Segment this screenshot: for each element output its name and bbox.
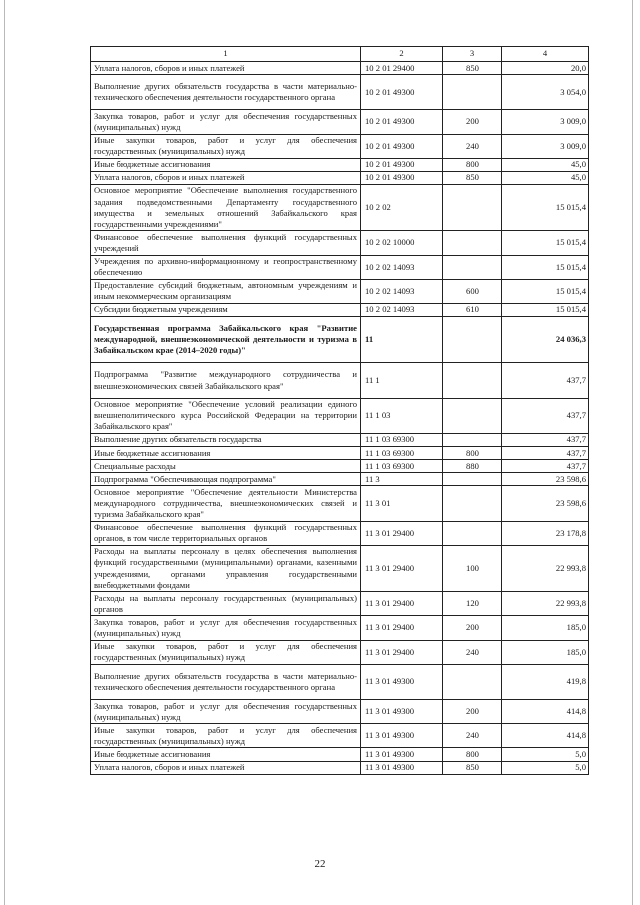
page-number: 22 — [314, 858, 326, 870]
row-name: Основное мероприятие "Обеспечение условий реализации единого внешнеполитического курса Российской Федерации на территории Забайкальского края" — [91, 398, 361, 433]
row-amount: 5,0 — [502, 761, 589, 774]
row-name: Предоставление субсидий бюджетным, автономным учреждениям и иным некоммерческим организациям — [91, 279, 361, 303]
row-name: Субсидии бюджетным учреждениям — [91, 303, 361, 316]
row-expense-type — [443, 184, 502, 230]
row-amount: 437,7 — [502, 433, 589, 446]
table-row — [91, 363, 589, 398]
row-code: 10 2 02 14093 — [361, 303, 443, 316]
table-row — [91, 303, 589, 316]
row-code: 11 3 01 29400 — [361, 640, 443, 664]
row-expense-type — [443, 231, 502, 255]
row-expense-type: 100 — [443, 545, 502, 591]
table-row — [91, 545, 589, 591]
row-code: 10 2 01 49300 — [361, 75, 443, 110]
table-row — [91, 761, 589, 774]
table-row — [91, 171, 589, 184]
row-name: Учреждения по архивно-информационному и геопространственному обеспечению — [91, 255, 361, 279]
row-expense-type: 200 — [443, 616, 502, 640]
row-expense-type — [443, 398, 502, 433]
row-code: 10 2 01 49300 — [361, 110, 443, 134]
row-expense-type: 880 — [443, 460, 502, 473]
table-row — [91, 255, 589, 279]
table-row — [91, 700, 589, 724]
row-code: 11 3 01 49300 — [361, 700, 443, 724]
row-code: 11 1 — [361, 363, 443, 398]
row-amount: 414,8 — [502, 700, 589, 724]
row-name: Расходы на выплаты персоналу государственных (муниципальных) органов — [91, 592, 361, 616]
table-row — [91, 110, 589, 134]
row-code: 11 3 01 — [361, 486, 443, 521]
table-row — [91, 473, 589, 486]
row-name: Закупка товаров, работ и услуг для обеспечения государственных (муниципальных) нужд — [91, 700, 361, 724]
table-row — [91, 748, 589, 761]
row-expense-type — [443, 521, 502, 545]
row-amount: 22 993,8 — [502, 545, 589, 591]
row-expense-type: 200 — [443, 700, 502, 724]
row-amount: 3 054,0 — [502, 75, 589, 110]
row-expense-type: 600 — [443, 279, 502, 303]
row-name: Иные закупки товаров, работ и услуг для обеспечения государственных (муниципальных) нужд — [91, 134, 361, 158]
row-expense-type: 200 — [443, 110, 502, 134]
row-code: 11 3 01 29400 — [361, 592, 443, 616]
row-expense-type: 800 — [443, 447, 502, 460]
row-amount: 5,0 — [502, 748, 589, 761]
table-row — [91, 75, 589, 110]
row-expense-type — [443, 363, 502, 398]
row-expense-type — [443, 486, 502, 521]
row-code: 11 3 01 49300 — [361, 724, 443, 748]
row-amount: 437,7 — [502, 460, 589, 473]
row-expense-type — [443, 255, 502, 279]
row-amount: 437,7 — [502, 398, 589, 433]
row-amount: 24 036,3 — [502, 317, 589, 363]
row-amount: 15 015,4 — [502, 279, 589, 303]
table-row — [91, 231, 589, 255]
budget-table-sheet — [90, 46, 588, 775]
row-expense-type: 850 — [443, 171, 502, 184]
row-name: Уплата налогов, сборов и иных платежей — [91, 761, 361, 774]
row-amount: 185,0 — [502, 640, 589, 664]
table-row — [91, 486, 589, 521]
row-name: Подпрограмма "Развитие международного сотрудничества и внешнеэкономических связей Забайкальского края" — [91, 363, 361, 398]
row-amount: 23 178,8 — [502, 521, 589, 545]
row-amount: 22 993,8 — [502, 592, 589, 616]
row-name: Выполнение других обязательств государства в части материально-технического обеспечения деятельности государственного органа — [91, 75, 361, 110]
row-amount: 3 009,0 — [502, 134, 589, 158]
row-name: Государственная программа Забайкальского края "Развитие международной, внешнеэкономической деятельности и туризма в Забайкальском крае (2014–2020 годы)" — [91, 317, 361, 363]
row-code: 10 2 01 49300 — [361, 171, 443, 184]
row-amount: 15 015,4 — [502, 231, 589, 255]
row-name: Основное мероприятие "Обеспечение выполнения государственного задания подведомственными Департаменту государственного имущества и земельных отношений Забайкальского края государственными учреждениями" — [91, 184, 361, 230]
table-row — [91, 158, 589, 171]
row-name: Иные закупки товаров, работ и услуг для обеспечения государственных (муниципальных) нужд — [91, 724, 361, 748]
row-amount: 15 015,4 — [502, 303, 589, 316]
row-name: Иные бюджетные ассигнования — [91, 748, 361, 761]
table-row — [91, 616, 589, 640]
row-name: Уплата налогов, сборов и иных платежей — [91, 62, 361, 75]
table-row — [91, 279, 589, 303]
row-expense-type: 240 — [443, 640, 502, 664]
row-name: Основное мероприятие "Обеспечение деятельности Министерства международного сотрудничества, внешнеэкономических связей и туризма Забайкальского края" — [91, 486, 361, 521]
row-amount: 23 598,6 — [502, 473, 589, 486]
header-col-4: 4 — [502, 47, 589, 62]
table-row — [91, 134, 589, 158]
row-expense-type — [443, 317, 502, 363]
row-code: 10 2 01 49300 — [361, 158, 443, 171]
row-expense-type — [443, 664, 502, 699]
row-name: Выполнение других обязательств государства — [91, 433, 361, 446]
row-code: 11 — [361, 317, 443, 363]
table-row — [91, 433, 589, 446]
row-amount: 437,7 — [502, 447, 589, 460]
row-name: Уплата налогов, сборов и иных платежей — [91, 171, 361, 184]
row-code: 11 3 — [361, 473, 443, 486]
header-col-2: 2 — [361, 47, 443, 62]
row-expense-type: 800 — [443, 748, 502, 761]
table-row — [91, 317, 589, 363]
header-row — [91, 47, 589, 62]
row-expense-type: 850 — [443, 761, 502, 774]
row-expense-type — [443, 75, 502, 110]
table-body — [91, 62, 589, 775]
row-expense-type: 120 — [443, 592, 502, 616]
row-name: Финансовое обеспечение выполнения функций государственных учреждений — [91, 231, 361, 255]
row-name: Специальные расходы — [91, 460, 361, 473]
header-col-1: 1 — [91, 47, 361, 62]
row-name: Финансовое обеспечение выполнения функций государственных органов, в том числе территориальных органов — [91, 521, 361, 545]
row-name: Закупка товаров, работ и услуг для обеспечения государственных (муниципальных) нужд — [91, 110, 361, 134]
row-code: 11 3 01 49300 — [361, 748, 443, 761]
table-row — [91, 664, 589, 699]
row-expense-type: 800 — [443, 158, 502, 171]
row-code: 10 2 02 14093 — [361, 279, 443, 303]
row-code: 11 3 01 29400 — [361, 616, 443, 640]
row-amount: 15 015,4 — [502, 184, 589, 230]
table-row — [91, 62, 589, 75]
row-amount: 3 009,0 — [502, 110, 589, 134]
row-code: 10 2 01 49300 — [361, 134, 443, 158]
row-amount: 437,7 — [502, 363, 589, 398]
row-name: Выполнение других обязательств государства в части материально-технического обеспечения деятельности государственного органа — [91, 664, 361, 699]
row-code: 10 2 01 29400 — [361, 62, 443, 75]
row-code: 11 1 03 69300 — [361, 447, 443, 460]
table-row — [91, 184, 589, 230]
table-row — [91, 398, 589, 433]
row-expense-type: 610 — [443, 303, 502, 316]
row-name: Закупка товаров, работ и услуг для обеспечения государственных (муниципальных) нужд — [91, 616, 361, 640]
row-amount: 45,0 — [502, 171, 589, 184]
budget-table — [90, 46, 589, 775]
row-name: Иные закупки товаров, работ и услуг для обеспечения государственных (муниципальных) нужд — [91, 640, 361, 664]
row-name: Иные бюджетные ассигнования — [91, 158, 361, 171]
row-code: 10 2 02 14093 — [361, 255, 443, 279]
row-expense-type: 850 — [443, 62, 502, 75]
row-code: 10 2 02 — [361, 184, 443, 230]
row-code: 11 3 01 49300 — [361, 761, 443, 774]
row-amount: 414,8 — [502, 724, 589, 748]
table-row — [91, 447, 589, 460]
table-row — [91, 521, 589, 545]
row-expense-type — [443, 433, 502, 446]
row-code: 11 1 03 69300 — [361, 460, 443, 473]
row-code: 11 3 01 29400 — [361, 521, 443, 545]
row-expense-type — [443, 473, 502, 486]
table-row — [91, 592, 589, 616]
row-name: Подпрограмма "Обеспечивающая подпрограмма" — [91, 473, 361, 486]
row-code: 11 1 03 69300 — [361, 433, 443, 446]
row-amount: 185,0 — [502, 616, 589, 640]
table-row — [91, 640, 589, 664]
row-amount: 20,0 — [502, 62, 589, 75]
row-amount: 15 015,4 — [502, 255, 589, 279]
table-row — [91, 724, 589, 748]
row-amount: 45,0 — [502, 158, 589, 171]
row-code: 10 2 02 10000 — [361, 231, 443, 255]
row-name: Расходы на выплаты персоналу в целях обеспечения выполнения функций государственными (муниципальными) органами, казенными учреждениями, органами управления государственными внебюджетными фондами — [91, 545, 361, 591]
row-code: 11 3 01 49300 — [361, 664, 443, 699]
row-code: 11 1 03 — [361, 398, 443, 433]
header-col-3: 3 — [443, 47, 502, 62]
row-code: 11 3 01 29400 — [361, 545, 443, 591]
row-expense-type: 240 — [443, 724, 502, 748]
row-expense-type: 240 — [443, 134, 502, 158]
row-amount: 419,8 — [502, 664, 589, 699]
table-row — [91, 460, 589, 473]
row-name: Иные бюджетные ассигнования — [91, 447, 361, 460]
row-amount: 23 598,6 — [502, 486, 589, 521]
